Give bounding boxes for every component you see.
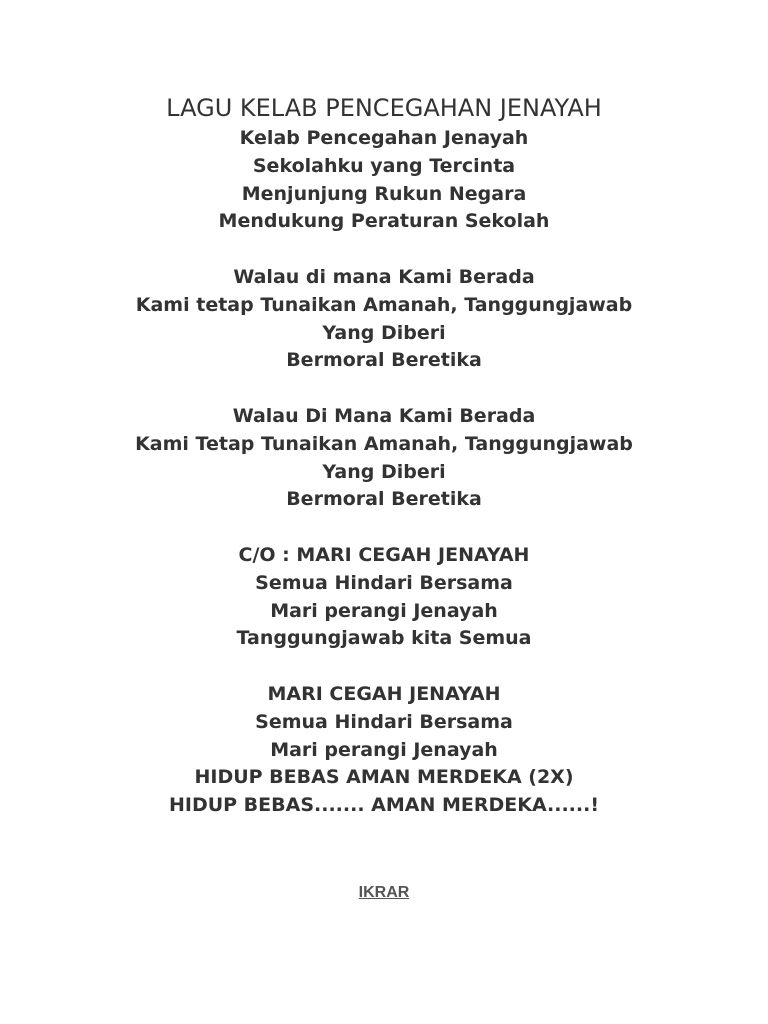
lyric-line: Mendukung Peraturan Sekolah	[218, 210, 550, 233]
lyric-line: Mari perangi Jenayah	[270, 738, 498, 761]
lyric-line: Semua Hindari Bersama	[255, 571, 513, 594]
stanza-5	[0, 681, 768, 820]
lyric-line: C/O : MARI CEGAH JENAYAH	[238, 543, 530, 566]
lyric-line: Yang Diberi	[322, 460, 446, 483]
song-title: LAGU KELAB PENCEGAHAN JENAYAH	[166, 94, 602, 122]
stanza-spacer	[0, 375, 768, 403]
lyrics	[0, 125, 768, 820]
stanza-3	[0, 403, 768, 514]
lyric-line: HIDUP BEBAS AMAN MERDEKA (2X)	[194, 766, 574, 789]
lyric-line: Walau Di Mana Kami Berada	[232, 404, 536, 427]
lyric-line: Walau di mana Kami Berada	[233, 265, 535, 288]
lyric-line: Bermoral Beretika	[286, 349, 482, 372]
stanza-spacer	[0, 514, 768, 542]
lyric-line: Sekolahku yang Tercinta	[252, 154, 516, 177]
lyric-line: Bermoral Beretika	[286, 488, 482, 511]
lyric-line: HIDUP BEBAS....... AMAN MERDEKA......!	[168, 794, 600, 817]
lyric-line: Semua Hindari Bersama	[255, 710, 513, 733]
lyric-line: Menjunjung Rukun Negara	[241, 182, 527, 205]
lyric-line: Kami Tetap Tunaikan Amanah, Tanggungjawab	[135, 432, 633, 455]
lyric-line: Mari perangi Jenayah	[270, 599, 498, 622]
lyric-line: Kelab Pencegahan Jenayah	[239, 127, 529, 149]
lyric-line: Yang Diberi	[322, 321, 446, 344]
stanza-spacer	[0, 653, 768, 681]
stanza-2	[0, 264, 768, 375]
ikrar-heading: IKRAR	[358, 884, 410, 901]
lyric-line: MARI CEGAH JENAYAH	[267, 682, 501, 705]
stanza-1	[0, 125, 768, 236]
lyric-line: Kami tetap Tunaikan Amanah, Tanggungjawab	[135, 293, 633, 316]
stanza-spacer	[0, 236, 768, 264]
stanza-chorus	[0, 542, 768, 653]
lyric-line: Tanggungjawab kita Semua	[236, 627, 532, 650]
